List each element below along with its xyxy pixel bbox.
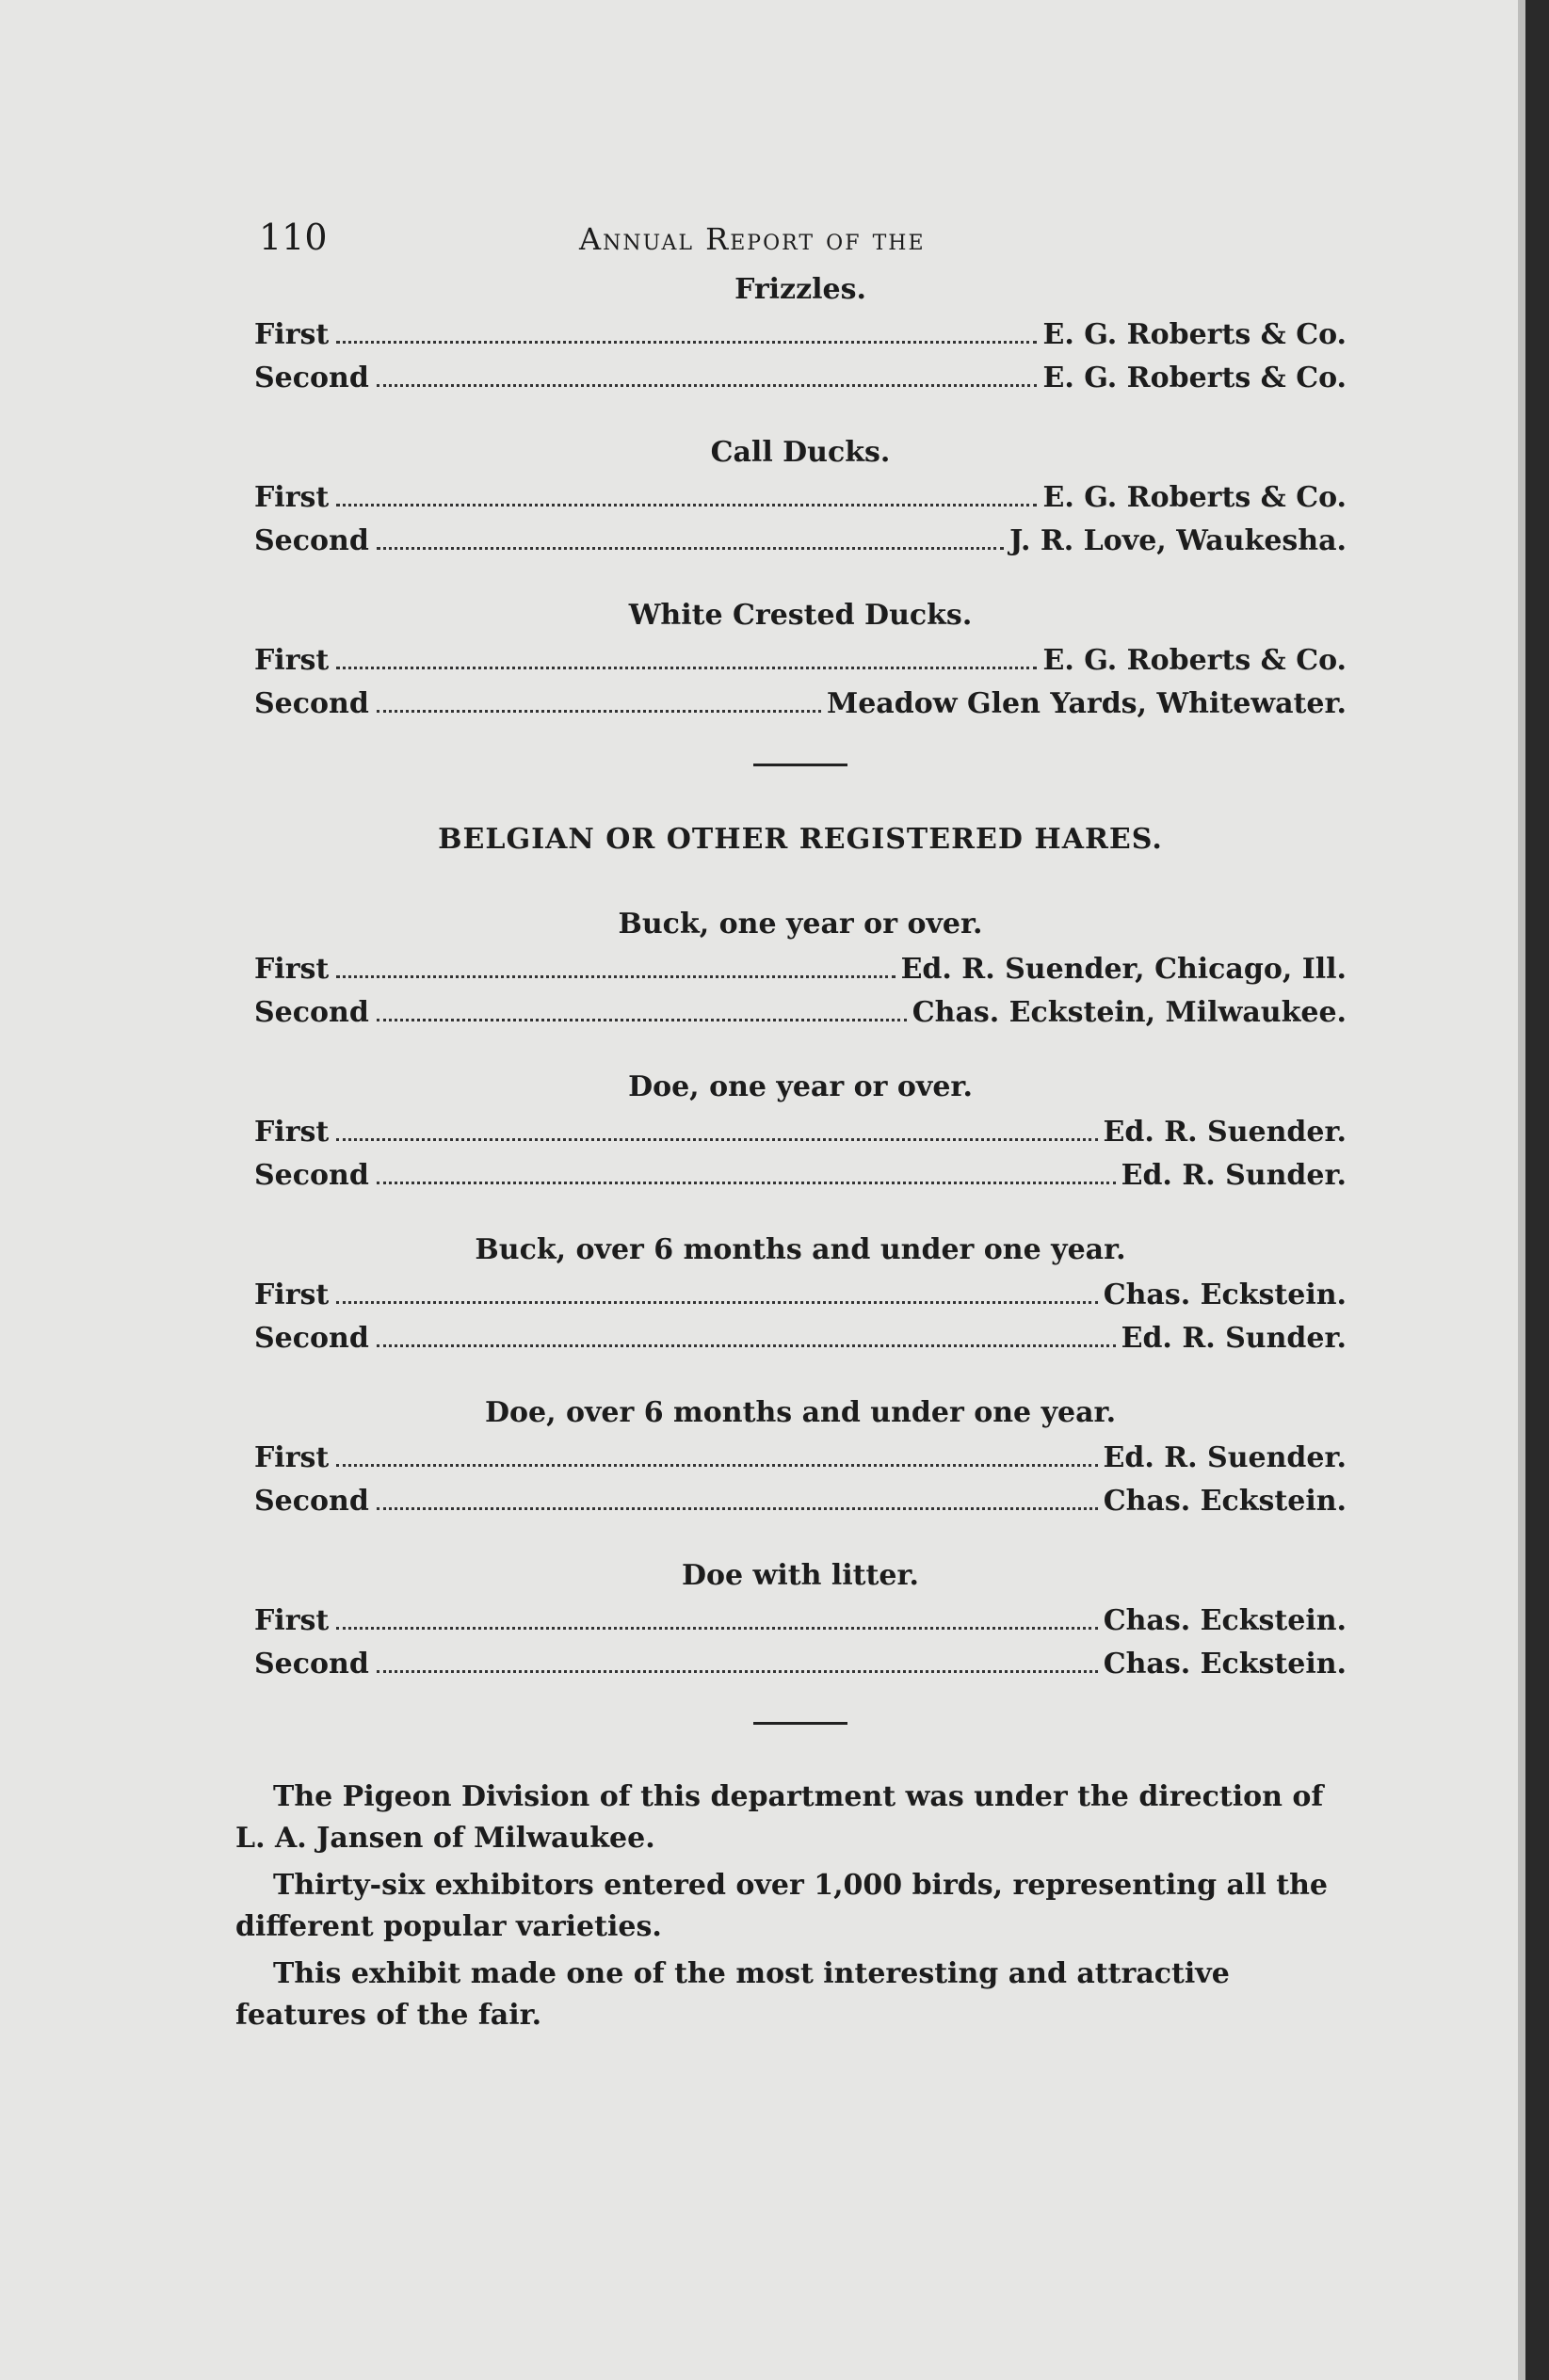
body-paragraph: This exhibit made one of the most interesting and attractive features of the fair. [235, 1957, 1230, 2032]
dot-leader [377, 1670, 1098, 1673]
award-group [235, 599, 1365, 726]
award-group [235, 436, 1365, 563]
body-paragraph: Thirty-six exhibitors entered over 1,000 birds, representing all the different popular varieties. [235, 1869, 1328, 1943]
dot-leader [377, 1507, 1098, 1510]
award-winner: Chas. Eckstein. [1103, 1278, 1347, 1311]
award-group [235, 1396, 1365, 1523]
closing-paragraphs [235, 1777, 1365, 2036]
award-entry [254, 1317, 1347, 1360]
award-winner: Chas. Eckstein. [1103, 1485, 1347, 1518]
award-group-title: Call Ducks. [710, 436, 891, 469]
award-winner: Meadow Glen Yards, Whitewater. [827, 687, 1347, 720]
hares-heading: BELGIAN OR OTHER REGISTERED HARES. [438, 823, 1163, 856]
award-entry [254, 1600, 1347, 1643]
award-place: First [254, 481, 330, 514]
dot-leader [377, 547, 1004, 550]
dot-leader [336, 975, 895, 978]
award-entry [254, 991, 1347, 1035]
award-place: First [254, 953, 330, 986]
award-winner: Ed. R. Sunder. [1121, 1322, 1347, 1355]
award-place: First [254, 1441, 330, 1474]
award-entry [254, 1480, 1347, 1523]
award-entry [254, 639, 1347, 683]
award-group-title: Frizzles. [734, 273, 866, 306]
award-place: First [254, 1116, 330, 1149]
award-group-title: Doe, over 6 months and under one year. [484, 1396, 1117, 1429]
award-place: First [254, 1604, 330, 1637]
award-winner: Chas. Eckstein. [1103, 1648, 1347, 1680]
award-winner: Chas. Eckstein, Milwaukee. [912, 996, 1347, 1029]
award-entry [254, 1154, 1347, 1198]
dot-leader [336, 1627, 1097, 1630]
award-place: First [254, 1278, 330, 1311]
page-content [235, 207, 1365, 2042]
award-place: Second [254, 362, 369, 394]
award-winner: E. G. Roberts & Co. [1042, 318, 1347, 351]
page-binding-edge [1525, 0, 1549, 2380]
award-place: Second [254, 1159, 369, 1192]
hare-results [235, 908, 1365, 1686]
award-winner: Chas. Eckstein. [1103, 1604, 1347, 1637]
award-group [235, 1070, 1365, 1198]
award-group-title: Buck, over 6 months and under one year. [475, 1233, 1126, 1266]
award-place: Second [254, 1485, 369, 1518]
dot-leader [336, 504, 1037, 507]
award-group [235, 908, 1365, 1035]
award-place: Second [254, 1648, 369, 1680]
page-edge-shadow [1518, 0, 1525, 2380]
award-group-title: Buck, one year or over. [618, 908, 983, 941]
dot-leader [336, 667, 1037, 669]
award-group-title: Doe with litter. [682, 1559, 919, 1592]
page-number: 110 [259, 217, 328, 258]
dot-leader [336, 1138, 1097, 1141]
award-entry [254, 520, 1347, 563]
dot-leader [377, 384, 1038, 387]
award-entry [254, 1437, 1347, 1480]
award-winner: E. G. Roberts & Co. [1042, 644, 1347, 677]
dot-leader [377, 710, 821, 713]
award-place: First [254, 644, 330, 677]
award-winner: J. R. Love, Waukesha. [1009, 524, 1347, 557]
award-place: First [254, 318, 330, 351]
running-head-title: Annual Report of the [579, 221, 926, 257]
dot-leader [336, 1464, 1097, 1467]
dot-leader [377, 1019, 907, 1021]
award-group-title: White Crested Ducks. [628, 599, 973, 632]
award-entry [254, 314, 1347, 357]
award-entry [254, 1111, 1347, 1154]
award-winner: E. G. Roberts & Co. [1042, 362, 1347, 394]
award-entry [254, 357, 1347, 400]
award-group [235, 1559, 1365, 1686]
award-entry [254, 948, 1347, 991]
award-winner: Ed. R. Suender. [1103, 1116, 1347, 1149]
award-entry [254, 476, 1347, 520]
award-winner: E. G. Roberts & Co. [1042, 481, 1347, 514]
award-entry [254, 1274, 1347, 1317]
award-winner: Ed. R. Suender, Chicago, Ill. [900, 953, 1347, 986]
award-winner: Ed. R. Sunder. [1121, 1159, 1347, 1192]
award-group-title: Doe, one year or over. [628, 1070, 973, 1103]
body-paragraph: The Pigeon Division of this department was under the direction of L. A. Jansen of Milwaukee. [235, 1780, 1324, 1855]
section-divider [753, 1722, 847, 1725]
section-divider [753, 764, 847, 766]
award-group [235, 273, 1365, 400]
award-winner: Ed. R. Suender. [1103, 1441, 1347, 1474]
dot-leader [377, 1344, 1116, 1347]
dot-leader [336, 1301, 1097, 1304]
dot-leader [336, 341, 1037, 344]
award-place: Second [254, 996, 369, 1029]
poultry-results [235, 273, 1365, 726]
running-head [235, 207, 1365, 273]
award-place: Second [254, 1322, 369, 1355]
award-place: Second [254, 687, 369, 720]
award-group [235, 1233, 1365, 1360]
dot-leader [377, 1182, 1116, 1184]
award-place: Second [254, 524, 369, 557]
award-entry [254, 1643, 1347, 1686]
award-entry [254, 683, 1347, 726]
